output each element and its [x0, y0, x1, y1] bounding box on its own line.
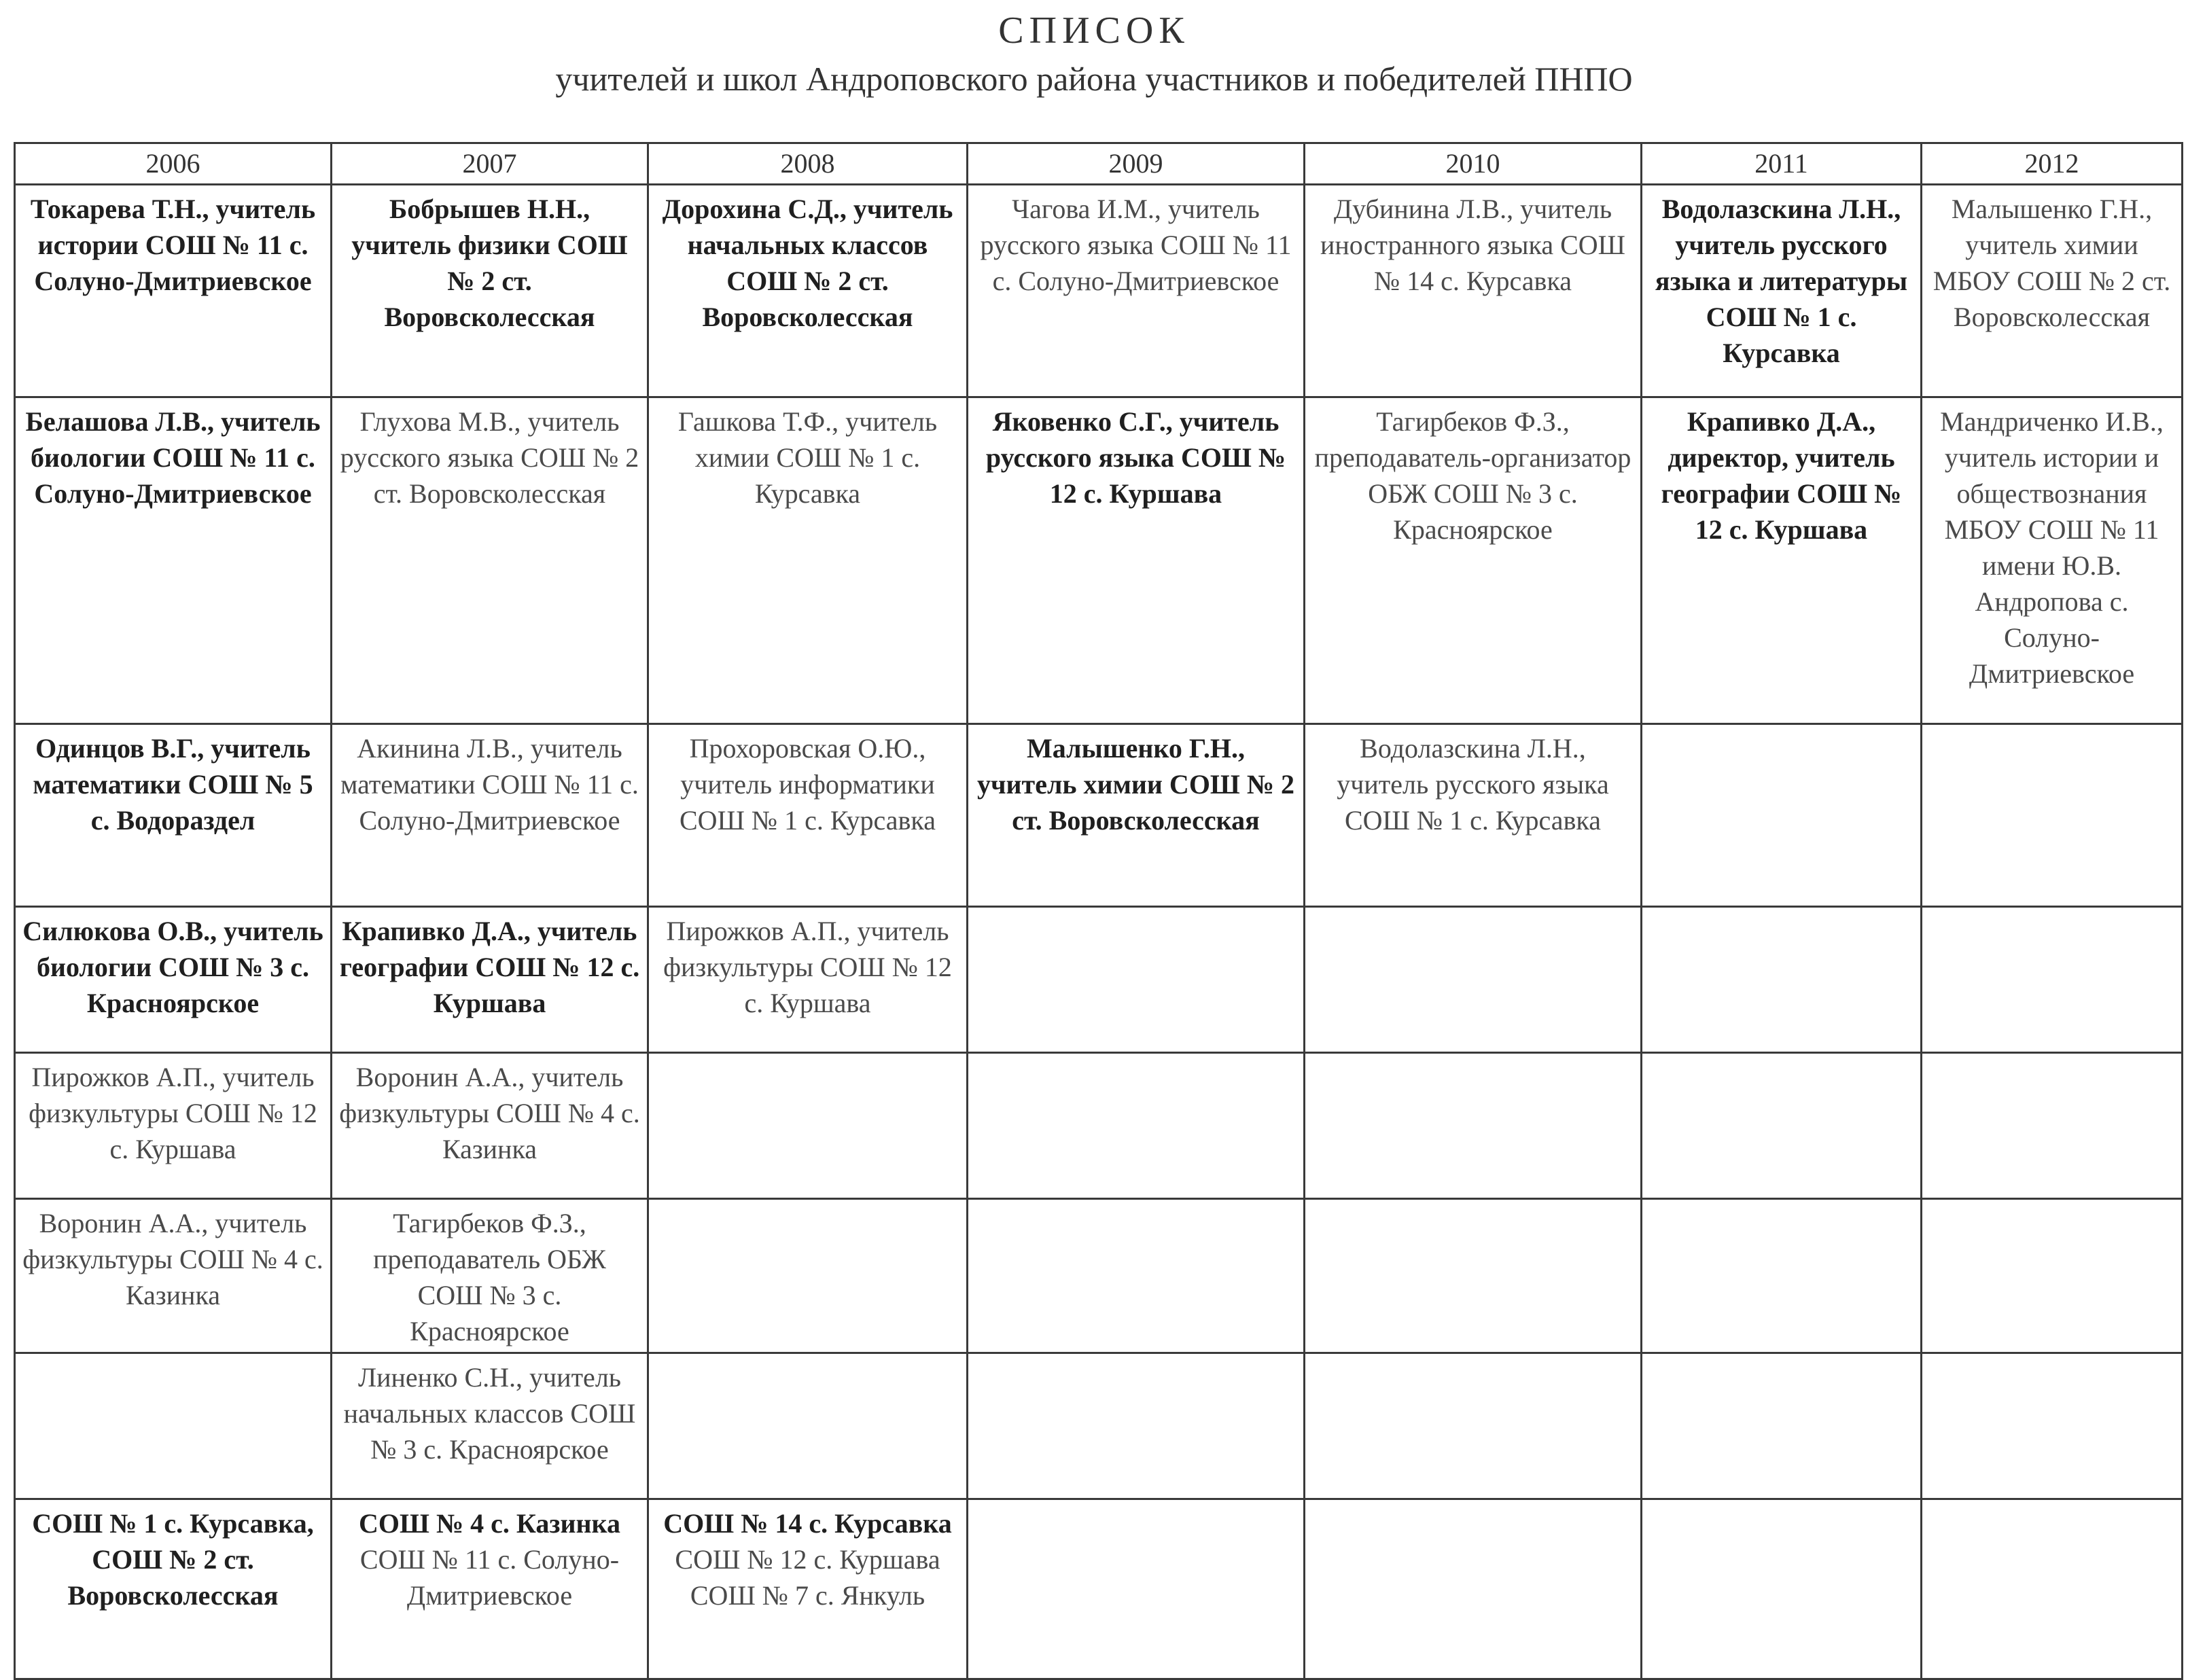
table-cell	[1305, 1499, 1642, 1679]
table-cell	[332, 724, 648, 907]
table-cell	[968, 397, 1305, 724]
table-cell	[1922, 907, 2183, 1053]
table-cell	[968, 1199, 1305, 1353]
table-row	[15, 397, 2183, 724]
table-cell	[648, 907, 968, 1053]
table-cell	[648, 724, 968, 907]
table-cell	[1305, 185, 1642, 397]
cell-entry: СОШ № 1 с. Курсавка, СОШ № 2 ст. Воровсколесская	[32, 1508, 314, 1611]
table-cell	[648, 185, 968, 397]
cell-entry: Крапивко Д.А., директор, учитель географии СОШ № 12 с. Куршава	[1661, 406, 1902, 545]
cell-entry: Чагова И.М., учитель русского языка СОШ № 11 с. Солуно-Дмитриевское	[980, 194, 1292, 296]
table-cell	[1305, 1353, 1642, 1499]
table-cell	[1922, 1499, 2183, 1679]
table-cell	[332, 1353, 648, 1499]
year-header-2012: 2012	[1922, 143, 2183, 185]
table-cell	[1922, 185, 2183, 397]
cell-entry: Пирожков А.П., учитель физкультуры СОШ № 12 с. Куршава	[663, 916, 952, 1018]
cell-entry-secondary: СОШ № 11 с. Солуно-Дмитриевское	[359, 1544, 620, 1611]
cell-entry: Прохоровская О.Ю., учитель информатики СОШ № 1 с. Курсавка	[680, 733, 936, 836]
table-cell	[332, 1053, 648, 1199]
table-cell	[648, 1053, 968, 1199]
table-cell	[1642, 1353, 1922, 1499]
table-cell	[332, 185, 648, 397]
table-cell	[1642, 724, 1922, 907]
table-cell	[15, 185, 332, 397]
cell-entry: Акинина Л.В., учитель математики СОШ № 11 с. Солуно-Дмитриевское	[340, 733, 639, 836]
cell-entry: Тагирбеков Ф.З., преподаватель ОБЖ СОШ № 3 с. Красноярское	[373, 1208, 606, 1346]
table-cell	[968, 185, 1305, 397]
cell-entry: Мандриченко И.В., учитель истории и обществознания МБОУ СОШ № 11 имени Ю.В. Андропова с. Солуно-Дмитриевское	[1940, 406, 2164, 689]
table-cell	[15, 397, 332, 724]
table-row	[15, 907, 2183, 1053]
cell-entry: СОШ № 4 с. Казинка	[359, 1508, 620, 1539]
year-header-row	[15, 143, 2183, 185]
table-cell	[15, 1353, 332, 1499]
document-title: СПИСОК	[998, 10, 1190, 52]
table-cell	[968, 1053, 1305, 1199]
cell-entry: Водолазскина Л.Н., учитель русского языка и литературы СОШ № 1 с. Курсавка	[1655, 194, 1908, 368]
cell-entry: Яковенко С.Г., учитель русского языка СОШ № 12 с. Куршава	[985, 406, 1286, 509]
table-cell	[15, 724, 332, 907]
table-cell	[1642, 397, 1922, 724]
table-row	[15, 185, 2183, 397]
year-header-2008: 2008	[648, 143, 968, 185]
cell-entry: Тагирбеков Ф.З., преподаватель-организатор ОБЖ СОШ № 3 с. Красноярское	[1314, 406, 1631, 545]
cell-entry: Малышенко Г.Н., учитель химии СОШ № 2 ст. Воровсколесская	[976, 733, 1295, 836]
table-cell	[15, 1053, 332, 1199]
document-subtitle: учителей и школ Андроповского района участников и победителей ПНПО	[555, 60, 1633, 98]
cell-entry: Одинцов В.Г., учитель математики СОШ № 5 с. Водораздел	[33, 733, 313, 836]
table-row	[15, 1499, 2183, 1679]
year-header-2006: 2006	[15, 143, 332, 185]
cell-entry: Воронин А.А., учитель физкультуры СОШ № 4 с. Казинка	[339, 1062, 640, 1164]
table-cell	[1305, 397, 1642, 724]
cell-entry: Токарева Т.Н., учитель истории СОШ № 11 с. Солуно-Дмитриевское	[30, 194, 316, 296]
table-cell	[15, 1499, 332, 1679]
participants-table	[14, 142, 2183, 1680]
table-cell	[1642, 1199, 1922, 1353]
cell-entry: Дорохина С.Д., учитель начальных классов СОШ № 2 ст. Воровсколесская	[662, 194, 953, 332]
cell-entry: Водолазскина Л.Н., учитель русского языка СОШ № 1 с. Курсавка	[1337, 733, 1609, 836]
table-cell	[1642, 185, 1922, 397]
table-cell	[1922, 724, 2183, 907]
table-row	[15, 1199, 2183, 1353]
cell-entry: Воронин А.А., учитель физкультуры СОШ № 4 с. Казинка	[22, 1208, 323, 1310]
table-cell	[1642, 1499, 1922, 1679]
cell-entry-secondary: СОШ № 12 с. Куршава СОШ № 7 с. Янкуль	[675, 1544, 940, 1611]
table-cell	[1922, 1053, 2183, 1199]
table-cell	[968, 1353, 1305, 1499]
table-cell	[1305, 1053, 1642, 1199]
cell-entry: Малышенко Г.Н., учитель химии МБОУ СОШ № 2 ст. Воровсколесская	[1933, 194, 2171, 332]
year-header-2010: 2010	[1305, 143, 1642, 185]
table-cell	[648, 1353, 968, 1499]
table-cell	[648, 397, 968, 724]
table-cell	[15, 907, 332, 1053]
table-row	[15, 1053, 2183, 1199]
table-cell	[648, 1499, 968, 1679]
table-cell	[332, 397, 648, 724]
table-cell	[648, 1199, 968, 1353]
cell-entry: Линенко С.Н., учитель начальных классов СОШ № 3 с. Красноярское	[343, 1362, 636, 1465]
cell-entry: Силюкова О.В., учитель биологии СОШ № 3 с. Красноярское	[22, 916, 323, 1018]
cell-entry: СОШ № 14 с. Курсавка	[663, 1508, 952, 1539]
table-cell	[15, 1199, 332, 1353]
year-header-2007: 2007	[332, 143, 648, 185]
cell-entry: Бобрышев Н.Н., учитель физики СОШ № 2 ст. Воровсколесская	[351, 194, 628, 332]
cell-entry: Белашова Л.В., учитель биологии СОШ № 11 с. Солуно-Дмитриевское	[25, 406, 321, 509]
table-cell	[332, 1499, 648, 1679]
cell-entry: Глухова М.В., учитель русского языка СОШ № 2 ст. Воровсколесская	[340, 406, 639, 509]
cell-entry: Пирожков А.П., учитель физкультуры СОШ № 12 с. Куршава	[29, 1062, 317, 1164]
table-cell	[1922, 1353, 2183, 1499]
cell-entry: Гашкова Т.Ф., учитель химии СОШ № 1 с. Курсавка	[677, 406, 938, 509]
table-cell	[1642, 907, 1922, 1053]
table-row	[15, 724, 2183, 907]
table-cell	[1922, 1199, 2183, 1353]
table-cell	[968, 1499, 1305, 1679]
table-cell	[968, 724, 1305, 907]
table-cell	[332, 1199, 648, 1353]
table-cell	[968, 907, 1305, 1053]
table-cell	[1922, 397, 2183, 724]
table-cell	[1305, 724, 1642, 907]
year-header-2011: 2011	[1642, 143, 1922, 185]
cell-entry: Крапивко Д.А., учитель географии СОШ № 12 с. Куршава	[339, 916, 640, 1018]
table-cell	[1642, 1053, 1922, 1199]
year-header-2009: 2009	[968, 143, 1305, 185]
cell-entry: Дубинина Л.В., учитель иностранного языка СОШ № 14 с. Курсавка	[1320, 194, 1626, 296]
table-cell	[1305, 907, 1642, 1053]
table-row	[15, 1353, 2183, 1499]
table-cell	[1305, 1199, 1642, 1353]
table-cell	[332, 907, 648, 1053]
